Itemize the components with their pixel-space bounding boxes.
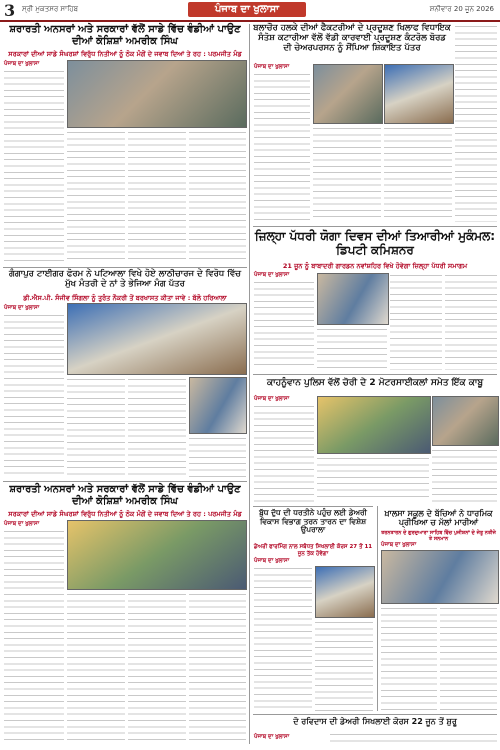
story-9-headline: ਦੋ ਰਵਿਦਾਸ ਦੀ ਡੇਅਰੀ ਸਿਖਲਾਈ ਕੋਰਸ 22 ਜੂਨ ਤੋਂ ਸ਼ੁਰੂ bbox=[293, 717, 457, 726]
divider bbox=[253, 374, 497, 375]
story-1-subhead: ਸਰਕਾਰਾਂ ਦੀਆਂ ਸਾਡੇ ਸੰਘਰਸ਼ਾਂ ਵਿਰੁੱਧ ਨਿਤੀਆਂ ਨੂੰ ਠੋਕ ਮੰਗੋਂ ਦੇ ਜਵਾਬ ਦਿਆਂ ਤੇ ਰਹ : ਪਰਮਜੀਤ ਮੰਡ bbox=[8, 50, 242, 58]
story-2-body-col4 bbox=[189, 436, 246, 477]
story-1-photo bbox=[67, 60, 247, 128]
story-3-headline: ਸ਼ਰਾਰਤੀ ਅਨਸਰਾਂ ਅਤੇ ਸਰਕਾਰਾਂ ਵੱਲੋਂ ਸਾਡੇ ਵਿੱਚ ਵੰਡੀਆਂ ਪਾਉਣ ਦੀਆਂ ਕੋਸ਼ਿਸ਼ਾਂ ਅਮਰੀਕ ਸਿੰਘ bbox=[9, 484, 241, 507]
story-5-photo bbox=[317, 273, 389, 325]
sidebar-column bbox=[455, 24, 497, 222]
story-5-body bbox=[254, 280, 314, 370]
story-5-subhead: 21 ਜੂਨ ਨੂੰ ਬਾਬਾਦਰੀ ਗਾਰਡਨ ਨਵਾਂਸ਼ਹਿਰ ਵਿਖੇ ਹੋਵੇਗਾ ਜ਼ਿਲ੍ਹਾ ਪੱਧਰੀ ਸਮਾਗਮ bbox=[282, 262, 468, 270]
story-2-photo bbox=[67, 303, 247, 375]
story-8-subhead: ਤਰਨਤਾਰਨ ਦੇ ਗੁਰਦੁਆਰਾ ਸਾਹਿਬ ਵਿੱਚ ਪੁਜੀਸ਼ਨਾਂ ਦੇ ਜੇਤੂ ਨਤੀਜੇ ਤੇ ਸਨਮਾਨ bbox=[381, 530, 496, 542]
story-2-headline: ਗੰਗਾਪੁਰ ਟਾਈਗਰ ਫੋਰਮ ਨੇ ਪਟਿਆਲਾ ਵਿਖੇ ਹੋਏ ਲਾਠੀਚਾਰਜ ਦੇ ਵਿਰੋਧ ਵਿੱਚ ਮੁੱਖ ਮੰਤਰੀ ਦੇ ਨਾਂ ਤੇ ਭੇਜਿਆ ਮੰਗ ਪੱਤਰ bbox=[8, 269, 242, 289]
story-2-body-col3 bbox=[128, 377, 186, 477]
story-7-photo bbox=[315, 566, 375, 618]
story-8-dateline: ਪੰਜਾਬ ਦਾ ਖੁਲਾਸਾ bbox=[381, 542, 417, 548]
story-5-body-col4 bbox=[445, 273, 497, 370]
story-1-body-col4 bbox=[189, 130, 246, 264]
story-5-headline: ਜ਼ਿਲ੍ਹਾ ਪੱਧਰੀ ਯੋਗਾ ਦਿਵਸ ਦੀਆਂ ਤਿਆਰੀਆਂ ਮੁਕੰਮਲ: ਡਿਪਟੀ ਕਮਿਸ਼ਨਰ bbox=[254, 229, 496, 257]
story-4-photo bbox=[313, 64, 383, 124]
section-banner: ਪੰਜਾਬ ਦਾ ਖੁਲਾਸਾ bbox=[188, 2, 306, 17]
story-8-body-col2 bbox=[440, 606, 497, 711]
story-1-body bbox=[4, 69, 64, 264]
story-7-dateline: ਪੰਜਾਬ ਦਾ ਖੁਲਾਸਾ bbox=[254, 558, 290, 564]
story-6-body-col3 bbox=[432, 448, 497, 502]
story-7-body bbox=[254, 566, 312, 711]
story-6-body bbox=[254, 404, 314, 502]
story-6-photo bbox=[317, 396, 431, 454]
divider bbox=[3, 481, 247, 482]
story-8-headline: ਖ਼ਾਲਸਾ ਸਕੂਲ ਦੇ ਬੱਚਿਆਂ ਨੇ ਧਾਰਮਿਕ ਪ੍ਰੀਖਿਆ ਚ ਮੱਲਾਂ ਮਾਰੀਆਂ bbox=[384, 509, 493, 528]
story-3-body bbox=[4, 529, 64, 744]
story-3-photo bbox=[67, 520, 247, 590]
divider bbox=[3, 267, 247, 268]
story-6-photo-2 bbox=[432, 396, 499, 446]
story-5-dateline: ਪੰਜਾਬ ਦਾ ਖੁਲਾਸਾ bbox=[254, 272, 290, 278]
story-4-body-col2 bbox=[313, 126, 381, 222]
story-7-headline: ਬੁੱਧ ਦੁੱਧ ਦੀ ਧਰਤੀਨੇ ਪਹੁੰਚ ਲਈ ਡੇਅਰੀ ਵਿਕਾਸ ਵਿਭਾਗ ਤਰਨ ਤਾਰਨ ਦਾ ਵਿਸ਼ੇਸ਼ ਉਪਰਾਲਾ bbox=[259, 508, 367, 535]
issue-date: ਸ਼ਨੀਵਾਰ 20 ਜੂਨ 2026 bbox=[429, 5, 494, 13]
story-9-dateline: ਪੰਜਾਬ ਦਾ ਖੁਲਾਸਾ bbox=[254, 734, 290, 740]
divider bbox=[253, 506, 373, 507]
divider bbox=[253, 226, 497, 227]
page-number: 3 bbox=[4, 1, 16, 20]
story-1-body-col3 bbox=[128, 130, 186, 264]
story-3-subhead: ਸਰਕਾਰਾਂ ਦੀਆਂ ਸਾਡੇ ਸੰਘਰਸ਼ਾਂ ਵਿਰੁੱਧ ਨਿਤੀਆਂ ਨੂੰ ਠੋਕ ਮੰਗੋਂ ਦੇ ਜਵਾਬ ਦਿਆਂ ਤੇ ਰਹ : ਪਰਮਜੀਤ ਮੰਡ bbox=[8, 510, 242, 518]
story-8-photo bbox=[381, 550, 499, 604]
story-9-body bbox=[330, 732, 497, 746]
story-4-body bbox=[254, 72, 310, 222]
divider bbox=[377, 506, 378, 711]
story-5-body-col3 bbox=[390, 273, 442, 370]
story-3-body-col3 bbox=[128, 592, 186, 744]
story-1-headline: ਸ਼ਰਾਰਤੀ ਅਨਸਰਾਂ ਅਤੇ ਸਰਕਾਰਾਂ ਵੱਲੋਂ ਸਾਡੇ ਵਿੱਚ ਵੰਡੀਆਂ ਪਾਉਣ ਦੀਆਂ ਕੋਸ਼ਿਸ਼ਾਂ ਅਮਰੀਕ ਸਿੰਘ bbox=[9, 24, 241, 47]
story-5-body-col2 bbox=[317, 327, 387, 370]
story-4-photo-2 bbox=[384, 64, 454, 124]
story-2-subhead: ਡੀ.ਐਸ.ਪੀ. ਸੰਜੀਵ ਸਿੰਗਲਾ ਨੂੰ ਤੁਰੰਤ ਨੌਕਰੀ ਤੋਂ ਬਰਖਾਸਤ ਕੀਤਾ ਜਾਵੇ : ਬੱਲੋ ਹਰਿਆਲਾ bbox=[23, 294, 227, 302]
story-6-headline: ਕਾਹਨੂੰਵਾਨ ਪੁਲਿਸ ਵੱਲੋਂ ਚੋਰੀ ਦੇ 2 ਮੋਟਰਸਾਈਕਲਾਂ ਸਮੇਤ ਇੱਕ ਕਾਬੂ bbox=[266, 378, 484, 388]
story-2-body-col2 bbox=[67, 377, 125, 477]
story-3-body-col2 bbox=[67, 592, 125, 744]
story-6-dateline: ਪੰਜਾਬ ਦਾ ਖੁਲਾਸਾ bbox=[254, 396, 290, 402]
publication-name: ਸ੍ਰੀ ਮੁਕਤਸਰ ਸਾਹਿਬ bbox=[22, 5, 79, 13]
story-3-dateline: ਪੰਜਾਬ ਦਾ ਖੁਲਾਸਾ bbox=[4, 521, 40, 527]
story-2-body bbox=[4, 313, 64, 478]
story-8-body bbox=[381, 606, 437, 711]
story-2-dateline: ਪੰਜਾਬ ਦਾ ਖੁਲਾਸਾ bbox=[4, 305, 40, 311]
story-6-body-col2 bbox=[317, 456, 429, 502]
story-1-body-col2 bbox=[67, 130, 125, 264]
story-2-photo-2 bbox=[189, 377, 247, 434]
divider bbox=[253, 714, 497, 715]
story-3-body-col4 bbox=[189, 592, 246, 744]
story-4-headline: ਬਲਾਚੌਰ ਹਲਕੇ ਦੀਆਂ ਫੈਕਟਰੀਆਂ ਦੇ ਪ੍ਰਦੂਸ਼ਣ ਖਿਲਾਫ ਵਿਧਾਇਕ ਸੰਤੋਸ਼ ਕਟਾਰੀਆ ਵੱਲੋਂ ਵੱਡੀ ਕਾਰਵਾਈ ਪ੍ਰਦੂਸ਼ਣ ਕੰਟਰੋਲ ਬੋਰਡ ਦੀ ਚੇਅਰਪਰਸਨ ਨੂੰ ਸੌਂਪਿਆ ਸ਼ਿਕਾਇਤ ਪੱਤਰ bbox=[253, 23, 451, 53]
story-4-body-col3 bbox=[384, 126, 452, 222]
column-divider bbox=[249, 24, 250, 744]
story-4-dateline: ਪੰਜਾਬ ਦਾ ਖੁਲਾਸਾ bbox=[254, 64, 290, 70]
story-1-dateline: ਪੰਜਾਬ ਦਾ ਖੁਲਾਸਾ bbox=[4, 61, 40, 67]
story-7-body-col2 bbox=[315, 620, 373, 711]
story-7-subhead: ਡੇਅਰੀ ਫਾਰਮਿੰਗ ਨਾਲ ਸਬੰਧਤ ਸਿਖਲਾਈ ਕੋਰਸ 27 ਤੋਂ 11 ਜੂਨ ਤੱਕ ਹੋਵੇਗਾ bbox=[253, 544, 373, 557]
